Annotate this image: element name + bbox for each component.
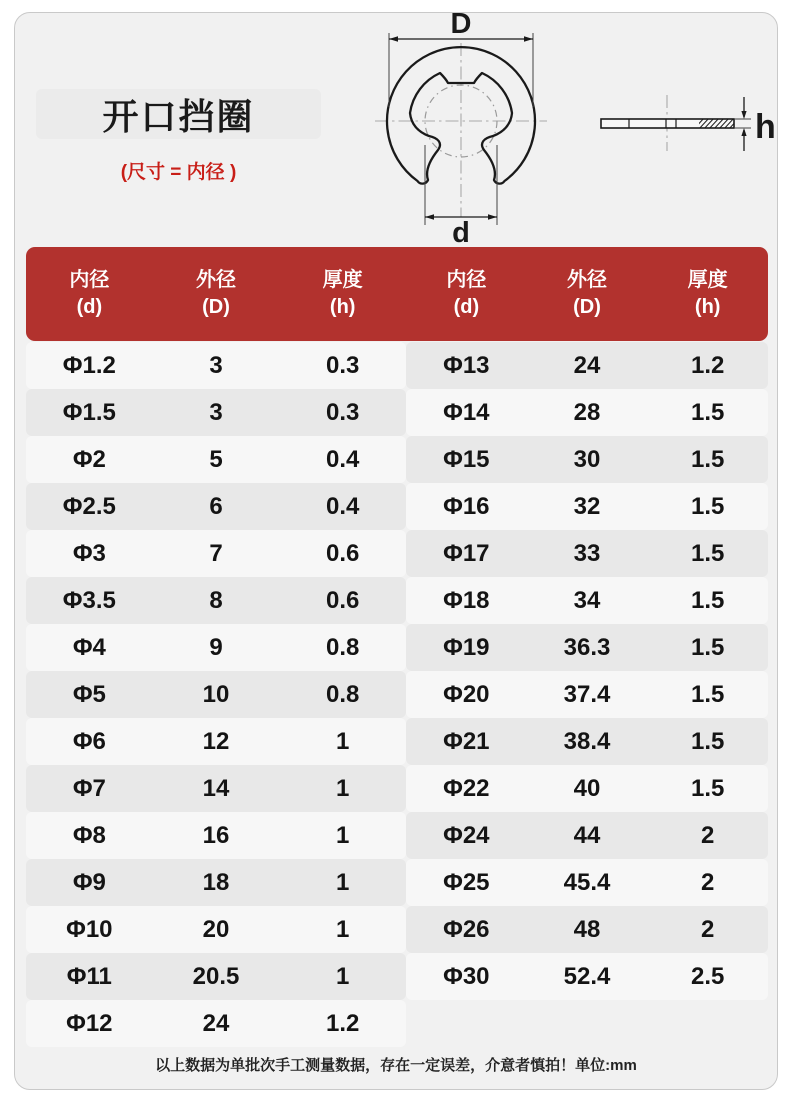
product-title-badge <box>36 89 321 139</box>
arrowhead-up <box>741 128 746 136</box>
table-cell: Φ3.5 <box>62 586 116 614</box>
table-cell: Φ12 <box>66 1009 113 1037</box>
table-cell: 1.5 <box>690 633 725 661</box>
table-cell: Φ8 <box>72 821 106 849</box>
column-header-inner-diameter: 内径 (d) <box>446 269 487 318</box>
table-cell: Φ4 <box>72 633 106 661</box>
table-cell: Φ24 <box>443 821 490 849</box>
product-title: 开口挡圈 <box>102 95 255 137</box>
table-cell: 3 <box>209 398 223 426</box>
table-cell: 2 <box>701 915 715 943</box>
table-row <box>406 577 768 624</box>
table-row <box>26 530 406 577</box>
arrowhead-right <box>488 214 497 219</box>
column-header-inner-diameter: 内径 (d) <box>69 269 110 318</box>
table-cell: Φ9 <box>72 868 106 896</box>
table-cell: 1 <box>336 821 350 849</box>
table-cell: Φ17 <box>443 539 490 567</box>
table-cell: 12 <box>202 727 230 755</box>
table-row <box>26 342 406 389</box>
table-cell: 0.3 <box>325 398 360 426</box>
table-cell: 28 <box>573 398 601 426</box>
table-cell: Φ15 <box>443 445 490 473</box>
table-cell: Φ7 <box>72 774 106 802</box>
table-cell: 36.3 <box>563 633 611 661</box>
table-cell: 2 <box>701 821 715 849</box>
table-cell: 14 <box>202 774 230 802</box>
table-row <box>26 765 406 812</box>
table-cell: 37.4 <box>563 680 611 708</box>
table-cell: 24 <box>202 1009 230 1037</box>
table-cell: Φ19 <box>443 633 490 661</box>
table-row <box>406 483 768 530</box>
table-right-half <box>406 342 768 1000</box>
table-cell: 0.6 <box>325 539 360 567</box>
table-cell: 6 <box>209 492 223 520</box>
table-cell: 1 <box>336 962 350 990</box>
table-cell: 20.5 <box>192 962 240 990</box>
table-cell: Φ13 <box>443 351 490 379</box>
table-row <box>406 812 768 859</box>
table-cell: Φ3 <box>72 539 106 567</box>
table-row <box>26 671 406 718</box>
table-cell: 1.5 <box>690 727 725 755</box>
table-header-left-half <box>26 247 406 341</box>
side-view-diagram <box>589 83 784 163</box>
table-row <box>406 906 768 953</box>
table-row <box>26 577 406 624</box>
table-row <box>406 718 768 765</box>
table-cell: Φ10 <box>66 915 113 943</box>
table-row <box>26 1000 406 1047</box>
table-cell: 1.5 <box>690 774 725 802</box>
table-header-right-half <box>406 247 768 341</box>
table-row <box>26 859 406 906</box>
table-cell: 1.5 <box>690 492 725 520</box>
table-cell: Φ1.2 <box>62 351 116 379</box>
inner-diameter-label: d <box>452 217 470 244</box>
column-header-outer-diameter: 外径 (D) <box>567 269 607 318</box>
front-view-diagram <box>361 9 561 244</box>
table-cell: Φ25 <box>443 868 490 896</box>
table-cell: 0.6 <box>325 586 360 614</box>
table-cell: 44 <box>573 821 601 849</box>
table-cell: 38.4 <box>563 727 611 755</box>
table-cell: 2.5 <box>690 962 725 990</box>
table-cell: 1 <box>336 868 350 896</box>
table-cell: 0.3 <box>325 351 360 379</box>
table-cell: Φ2 <box>72 445 106 473</box>
table-cell: Φ14 <box>443 398 490 426</box>
table-cell: 1.5 <box>690 445 725 473</box>
table-cell: 1.2 <box>690 351 725 379</box>
column-header-thickness: 厚度 (h) <box>687 269 728 318</box>
table-left-half <box>26 342 406 1047</box>
table-row <box>26 389 406 436</box>
table-cell: 1 <box>336 915 350 943</box>
table-row <box>406 342 768 389</box>
table-cell: Φ22 <box>443 774 490 802</box>
table-cell: Φ18 <box>443 586 490 614</box>
table-cell: 3 <box>209 351 223 379</box>
table-row <box>406 436 768 483</box>
table-cell: 10 <box>202 680 230 708</box>
arrowhead-left <box>389 36 398 41</box>
table-cell: 20 <box>202 915 230 943</box>
table-row <box>406 624 768 671</box>
table-cell: Φ11 <box>66 962 112 990</box>
table-row <box>26 906 406 953</box>
table-header <box>26 247 768 341</box>
table-row <box>406 389 768 436</box>
table-cell: 1 <box>336 727 350 755</box>
table-cell: 0.4 <box>325 492 360 520</box>
table-row <box>406 671 768 718</box>
table-cell: 1.5 <box>690 539 725 567</box>
table-cell: 9 <box>209 633 223 661</box>
arrowhead-down <box>741 111 746 119</box>
size-definition-note: (尺寸 = 内径 ) <box>120 162 237 183</box>
table-cell: 33 <box>573 539 601 567</box>
table-cell: Φ21 <box>443 727 490 755</box>
outer-diameter-label: D <box>450 9 472 40</box>
arrowhead-left <box>425 214 434 219</box>
table-row <box>406 859 768 906</box>
column-header-outer-diameter: 外径 (D) <box>196 269 236 318</box>
table-cell: 32 <box>573 492 601 520</box>
table-cell: Φ16 <box>443 492 490 520</box>
table-cell: 16 <box>202 821 230 849</box>
table-row <box>26 624 406 671</box>
table-cell: 0.4 <box>325 445 360 473</box>
table-cell: 0.8 <box>325 680 360 708</box>
table-cell: 8 <box>209 586 223 614</box>
table-cell: 1 <box>336 774 350 802</box>
table-cell: Φ26 <box>443 915 490 943</box>
arrowhead-right <box>524 36 533 41</box>
table-row <box>406 953 768 1000</box>
table-cell: 1.5 <box>690 680 725 708</box>
table-cell: Φ1.5 <box>62 398 116 426</box>
table-cell: 1.5 <box>690 586 725 614</box>
table-row <box>406 765 768 812</box>
table-row <box>26 953 406 1000</box>
table-cell: 34 <box>573 586 601 614</box>
table-cell: 24 <box>573 351 601 379</box>
table-cell: 7 <box>209 539 223 567</box>
table-cell: 2 <box>701 868 715 896</box>
table-cell: 18 <box>202 868 230 896</box>
table-cell: 0.8 <box>325 633 360 661</box>
table-cell: 48 <box>573 915 601 943</box>
table-cell: 45.4 <box>563 868 611 896</box>
column-header-thickness: 厚度 (h) <box>322 269 363 318</box>
table-cell: Φ2.5 <box>62 492 116 520</box>
spec-card <box>14 9 778 1090</box>
table-row <box>26 436 406 483</box>
table-row <box>26 718 406 765</box>
table-cell: Φ20 <box>443 680 490 708</box>
thickness-label: h <box>755 108 776 146</box>
table-cell: Φ30 <box>443 962 490 990</box>
table-row <box>406 530 768 577</box>
table-cell: 1.5 <box>690 398 725 426</box>
table-cell: Φ5 <box>72 680 106 708</box>
footer-note: 以上数据为单批次手工测量数据，存在一定误差，介意者慎拍！单位:mm <box>155 1057 637 1074</box>
table-cell: 5 <box>209 445 223 473</box>
table-row <box>26 483 406 530</box>
table-cell: 40 <box>573 774 601 802</box>
table-cell: 1.2 <box>325 1009 360 1037</box>
table-cell: Φ6 <box>72 727 106 755</box>
table-row <box>26 812 406 859</box>
table-cell: 30 <box>573 445 601 473</box>
table-cell: 52.4 <box>563 962 611 990</box>
